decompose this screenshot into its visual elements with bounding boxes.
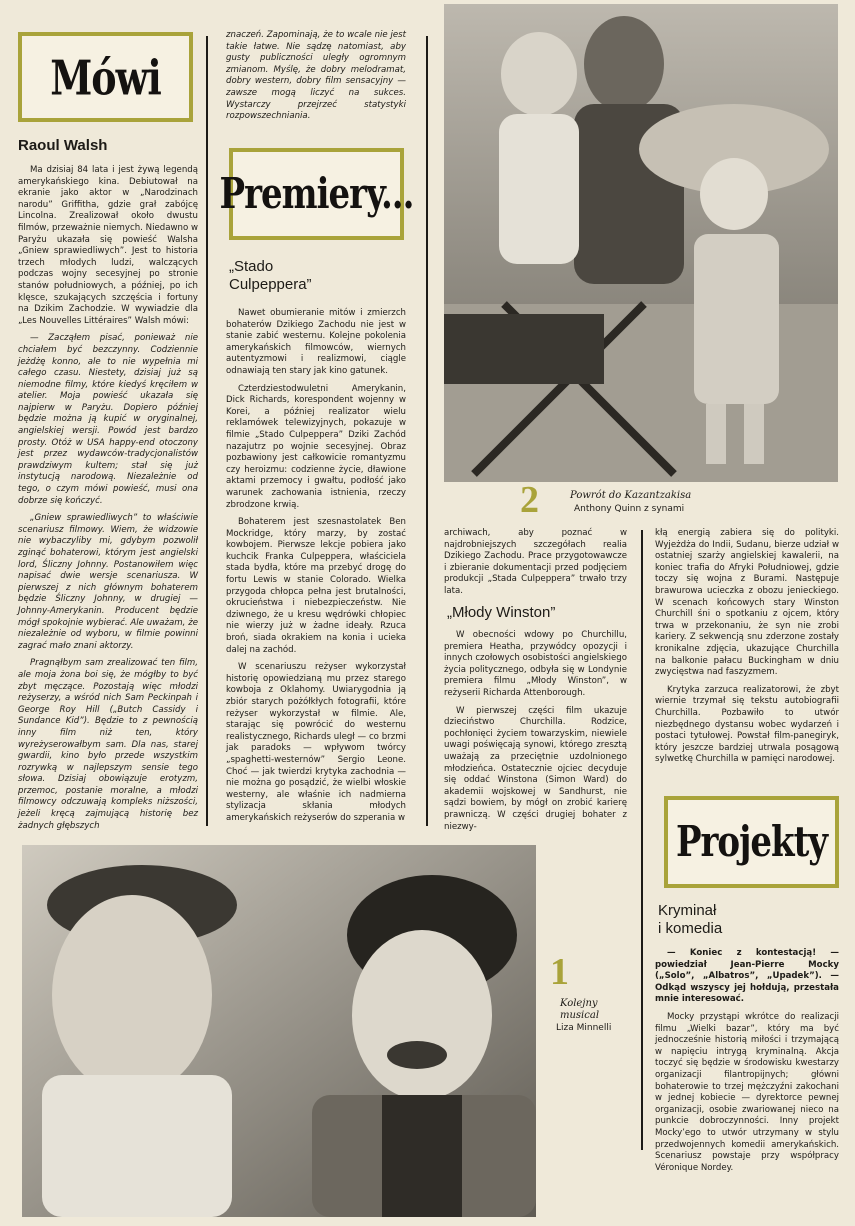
walsh-article — [18, 165, 198, 831]
culpepper-paragraph-4: W scenariuszu reżyser wykorzystał historię opowiedzianą mu przez starego kowboja z Oklahomy. Uwiarygodnia ją zbiór starych pożółkłych fotografii, które reżyser wykorzystał w filmie. Ale, starając się powrócić do westernu realistycznego, Richards uległ — co brzmi jak paradoks — wpływom twórcy „spaghetti-westernów” Sergio Leone. Choć — jak twierdzi krytyka zachodnia — nie można go posądzić, że wielbi włoskie westerny, ale właśnie ich nadmierna stylizacja skłania młodych amerykańskich reżyserów do szperania w — [226, 662, 406, 823]
walsh-paragraph-1: Ma dzisiaj 84 lata i jest żywą legendą amerykańskiego kina. Debiutował na ekranie jako aktor w „Narodzinach narodu” Griffitha, gdzie grał zabójcę Lincolna. Zrealizował około dwustu filmów, przeważnie niemych. Niedawno w Paryżu ukazała się powieść Walsha „Gniew sprawiedliwych”. Jest to historia trzech młodych ludzi, walczących podczas wojny secesyjnej po stronie stanów południowych, a później, po ich klęsce, szukających szczęścia i fortuny na Dzikim Zachodzie. W wywiadzie dla „Les Nouvelles Littéraires” Walsh mówi: — [18, 165, 198, 326]
culpepper-heading-line2: Culpeppera” — [229, 276, 312, 293]
photo-1-title-line2: musical — [560, 1010, 600, 1021]
photo-number-1: 1 — [550, 951, 569, 993]
photo-quinn-sons — [444, 4, 838, 482]
winston-paragraph-3: kłą energią zabiera się do polityki. Wyjeżdża do Indii, Sudanu, bierze udział w ostatniej szarży angielskiej kawalerii, na koniec trafia do Afryki Południowej, gdzie toczy się wojna z Burami. Następuje brawurowa ucieczka z obozu jenieckiego. W scenach końcowych stary Winston Churchill śni o spotkaniu z ojcem, który trwa w przekonaniu, że syn nie zrobi kariery. Z sekwencją snu zderzone zostały kronikalne zdjęcia, ukazujące Churchilla na balkonie pałacu Buckingham w dniu zwycięstwa nad faszyzmem. — [655, 528, 839, 678]
photo-2-caption: Anthony Quinn z synami — [574, 504, 685, 514]
winston-paragraph-1: W obecności wdowy po Churchillu, premiera Heatha, przywódcy opozycji i innych czołowych osobistości angielskiego życia politycznego, odbyła się w Londynie premiera filmu „Młody Winston”, w reżyserii Richarda Attenborough. — [444, 630, 627, 698]
winston-paragraph-4: Krytyka zarzuca realizatorowi, że zbyt wiernie trzymał się tekstu autobiografii Churchilla. Pozbawiło to utwór niezbędnego dystansu wobec wydarzeń i postaci tytułowej. Powstał film-panegiryk, który jeszcze bardziej utrwala posągową sylwetkę Churchilla w pamięci narodowej. — [655, 684, 839, 765]
section-box-projekty — [664, 796, 839, 888]
section-box-premiery — [219, 148, 414, 240]
photo-liza-minnelli — [22, 845, 536, 1217]
winston-article — [444, 630, 627, 832]
photo-1-title-line1: Kolejny — [560, 998, 598, 1009]
section-title-projekty: Projekty — [675, 817, 828, 867]
culpepper-paragraph-2: Czterdziestodwuletni Amerykanin, Dick Richards, korespondent wojenny w Korei, a później realizator wielu reklamówek telewizyjnych, pokazuje w filmie „Stado Culpeppera” Dziki Zachód nazajutrz po wojnie secesyjnej. Obraz pozbawiony jest całkowicie romantyzmu czy heroizmu: codzienne życie, dławione aktami przemocy i gwałtu, podłość jako warunek zachowania istnienia, rzeczy zbrodzone krwią. — [226, 383, 406, 510]
photo-1-caption: Liza Minnelli — [556, 1023, 612, 1033]
section-box-mowi — [18, 32, 193, 122]
walsh-heading: Raoul Walsh — [18, 137, 108, 154]
walsh-paragraph-4: Pragnąłbym sam zrealizować ten film, ale moja żona boi się, że mógłby to być zbyt męczące. Pozostają więc młodzi reżyserzy, a wśród nich Sam Peckinpah i George Roy Hill („Butch Cassidy i Sundance Kid”). Będzie to z pewnością inny film niż ten, który wyreżyserowałbym sam. Dla nas, starej gwardii, kino było przede wszystkim rozrywką w najlepszym sensie tego słowa. Dzisiaj obowiązuje erotyzm, przemoc, postanie moralne, a młodzi filmowcy odczuwają kompleks niższości, jeżeli kręcą zajmującą historię bez żadnych głębszych — [18, 658, 198, 831]
walsh-continued — [226, 30, 406, 134]
culpepper-continued — [444, 528, 627, 596]
column-rule-3 — [641, 530, 643, 1150]
culpepper-paragraph-1: Nawet obumieranie mitów i zmierzch bohaterów Dzikiego Zachodu nie jest w stanie zabić westernu. Kolejne pokolenia amerykańskich filmowców, wiernych autentyzmowi i realizmowi, ciągle odnawiają ten stary jak kino gatunek. — [226, 308, 406, 376]
photo-number-2: 2 — [520, 479, 539, 521]
winston-heading: „Młody Winston” — [447, 604, 556, 621]
culpepper-article — [226, 308, 406, 826]
mocky-paragraph-2: Mocky przystąpi wkrótce do realizacji filmu „Wielki bazar”, który ma być jednocześnie historią miłości i trzymającą w napięciu intrygą kryminalną. Akcja toczyć się będzie w środowisku kwestarzy organizacji filantropijnych; główni bohaterowie to trzej mężczyźni zakochani w jednej kobiecie — dyrektorce pewnej organizacji, osobie zwariowanej nieco na punkcie dobroczynności. Inny projekt Mocky’ego to utwór utrzymany w stylu przedwojennych komedii amerykańskich. Scenariusz powstaje przy współpracy Véronique Nordey. — [655, 1011, 839, 1173]
photo-2-title: Powrót do Kazantzakisa — [570, 490, 692, 501]
column-rule-1 — [206, 36, 208, 826]
section-title-mowi: Mówi — [50, 48, 161, 106]
walsh-paragraph-2: — Zacząłem pisać, ponieważ nie chciałem być bezczynny. Codziennie jeżdżę konno, ale to nie wypełnia mi całego czasu. Niestety, dzisiaj już są niemodne filmy, które kiedyś kręciłem w atelier. Moja powieść ukazała się najpierw w Paryżu. Dopiero później będzie można ją kupić w oryginalnej, angielskiej wersji. Powód jest bardzo prosty. Otóż w USA happy-end otoczony jest przez wydawców-tradycjonalistów prawdziwym kultem; stał się już instytucją narodową. Niezależnie od tego, o czym mówi powieść, musi ona dobrze się kończyć. — [18, 333, 198, 506]
mocky-heading-line2: i komedia — [658, 920, 723, 937]
section-title-premiery: Premiery... — [219, 169, 414, 219]
culpepper-paragraph-3: Bohaterem jest szesnastolatek Ben Mockridge, który marzy, by zostać kowbojem. Pierwsze lekcje pobiera jako kuchcik Franka Culpeppera, właściciela stada bydła, które ma przebyć drogę do fortu Lewis w stanie Colorado. Wielka przygoda chłopca pełna jest brutalności, okrucieństwa i niebezpieczeństw. Nie dziwnego, że u kresu wędrówki chłopiec nie wierzy już w żadne ideały. Rzuca broń, siada okrakiem na konia i ucieka dalej na zachód. — [226, 517, 406, 655]
photo-quinn-illustration — [444, 4, 838, 482]
mocky-paragraph-1: — Koniec z kontestacją! — powiedział Jean-Pierre Mocky („Solo”, „Albatros”, „Upadek”). — Odkąd wszyscy jej hołdują, przestała mnie interesować. — [655, 948, 839, 1005]
mocky-article — [655, 948, 839, 1210]
winston-continued — [655, 528, 839, 786]
column-rule-2 — [426, 36, 428, 826]
walsh-continued-text: znaczeń. Zapominają, że to wcale nie jest takie łatwe. Nie sądzę natomiast, aby gusty publiczności uległy ogromnym zmianom. Myślę, że dobry melodramat, dobry western, dobry film sensacyjny — zawsze mogą liczyć na sukces. Wystarczy przejrzeć statystyki rozpowszechniania. — [226, 30, 406, 122]
culpepper-heading-line1: „Stado — [229, 258, 274, 275]
winston-paragraph-2: W pierwszej części film ukazuje dzieciństwo Churchilla. Rodzice, pochłonięci życiem towarzyskim, niewiele uwagi poświęcają synowi, którego zresztą uważają za przeciętnie uzdolnionego młodzieńca. Ostatecznie ojciec decyduje się oddać Winstona (Simon Ward) do akademii wojskowej w Sandhurst, nie sądzi bowiem, by mógł on zrobić karierę prawniczą. W części drugiej bohater z niezwy- — [444, 705, 627, 832]
culpepper-paragraph-5: archiwach, aby poznać w najdrobniejszych szczegółach realia Dzikiego Zachodu. Prace przygotowawcze i zbieranie dokumentacji przed podjęciem produkcji „Stada Culpeppera” trwało trzy lata. — [444, 528, 627, 596]
photo-liza-illustration — [22, 845, 536, 1217]
mocky-heading-line1: Kryminał — [658, 902, 717, 919]
walsh-paragraph-3: „Gniew sprawiedliwych” to właściwie scenariusz filmowy. Wiem, że widzowie nie wybaczyliby mi, gdybym pozwolił zginąć bohaterowi, którym jest angielski lord, Śliczny Johnny. Postanowiłem więc napisać dwie wersje scenariusza. W pierwszej z nich głównym bohaterem będzie Śliczny Johnny, w drugiej — Johnny-Amerykanin. Producent będzie mógł spokojnie wybierać. Ale uważam, że niezależnie od wyboru, w filmie powinni zagrać mało znani aktorzy. — [18, 513, 198, 651]
